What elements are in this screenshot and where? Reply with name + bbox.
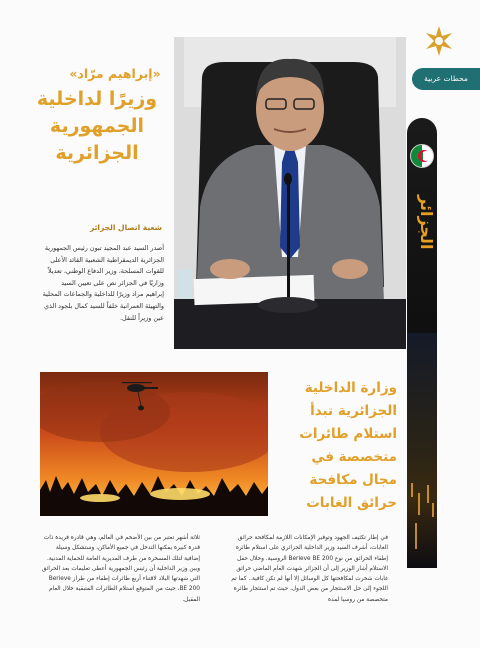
- forest-fire-photo: [40, 372, 268, 516]
- headline-line: مجال مكافحة: [309, 472, 397, 488]
- title-line: الجزائرية: [55, 142, 139, 164]
- article-headline: [285, 377, 397, 515]
- byline: شعبة اتصال الجزائر: [89, 223, 162, 232]
- headline-line: الجزائرية تبدأ: [310, 403, 397, 419]
- star-ornament-icon: [424, 26, 454, 56]
- body-column-right: في إطار تكثيف الجهود وتوفير الإمكانات اللازمة لمكافحة حرائق الغابات، أشرف السيد وزير الداخلية الجزائري على استلام طائرة إطفاء الحرائق من نوع Berieve BE 200 الروسية. وخلال حفل الاستلام أشار الوزير إلى أن الجزائر شهدت العام الماضي حرائق غابات شخرت لمكافحتها كل الوسائل إلا أنها لم تكن كافية.. كما تم اللجوء إلى حل الاستئجار من بعض الدول، حيث تم استئجار طائرة متخصصة من روسيا لمدة: [231, 535, 388, 603]
- country-band: [407, 118, 437, 568]
- algeria-flag-icon: [410, 144, 434, 168]
- headline-line: استلام طائرات: [299, 426, 397, 442]
- intro-paragraph: أصدر السيد عبد المجيد تبون رئيس الجمهورية الجزائرية الديمقراطية الشعبية القائد الأعلى للقوات المسلحة، وزير الدفاع الوطني، تعديلاً وزاريًا في الجزائر نص على تعيين السيد إبراهيم مراد وزيرًا للداخلية والجماعات المحلية والتهيئة العمرانية خلفاً للسيد كمال بلجود الذي عين وزيراً للنقل.: [42, 244, 164, 322]
- headline-line: متخصصة في: [311, 449, 397, 465]
- title-line: وزيرًا لداخلية: [36, 88, 158, 110]
- country-name: الجزائر: [417, 194, 436, 250]
- minister-photo: [174, 37, 406, 349]
- body-column-left: ثلاثة أشهر تعتبر من بين الأضخم في العالم، وهي قادرة فريدة ذات قدرة كبيرة يمكنها التدخل في جميع الأماكن، وستشكل وسيلة إضافية لتلك المسخرة من طرف المديرية العامة للحماية المدنية. وبين وزير الداخلية أن رئيس الجمهورية أعطى تعليمات بعد الحرائق التي شهدتها البلاد لاقتناء أربع طائرات إطفاء من طراز Berieve BE 200، حيث من المتوقع استلام الطائرات المتبقية خلال العام المقبل.: [41, 535, 200, 603]
- headline-line: حرائق الغابات: [306, 495, 397, 511]
- headline-line: وزارة الداخلية: [304, 380, 397, 396]
- article-title: [22, 86, 172, 167]
- title-line: الجمهورية: [49, 115, 145, 137]
- article-name-line: «إبراهيم مرّاد»: [69, 66, 161, 81]
- city-night-image: [407, 333, 437, 568]
- section-tab: محطات عربية: [412, 68, 480, 90]
